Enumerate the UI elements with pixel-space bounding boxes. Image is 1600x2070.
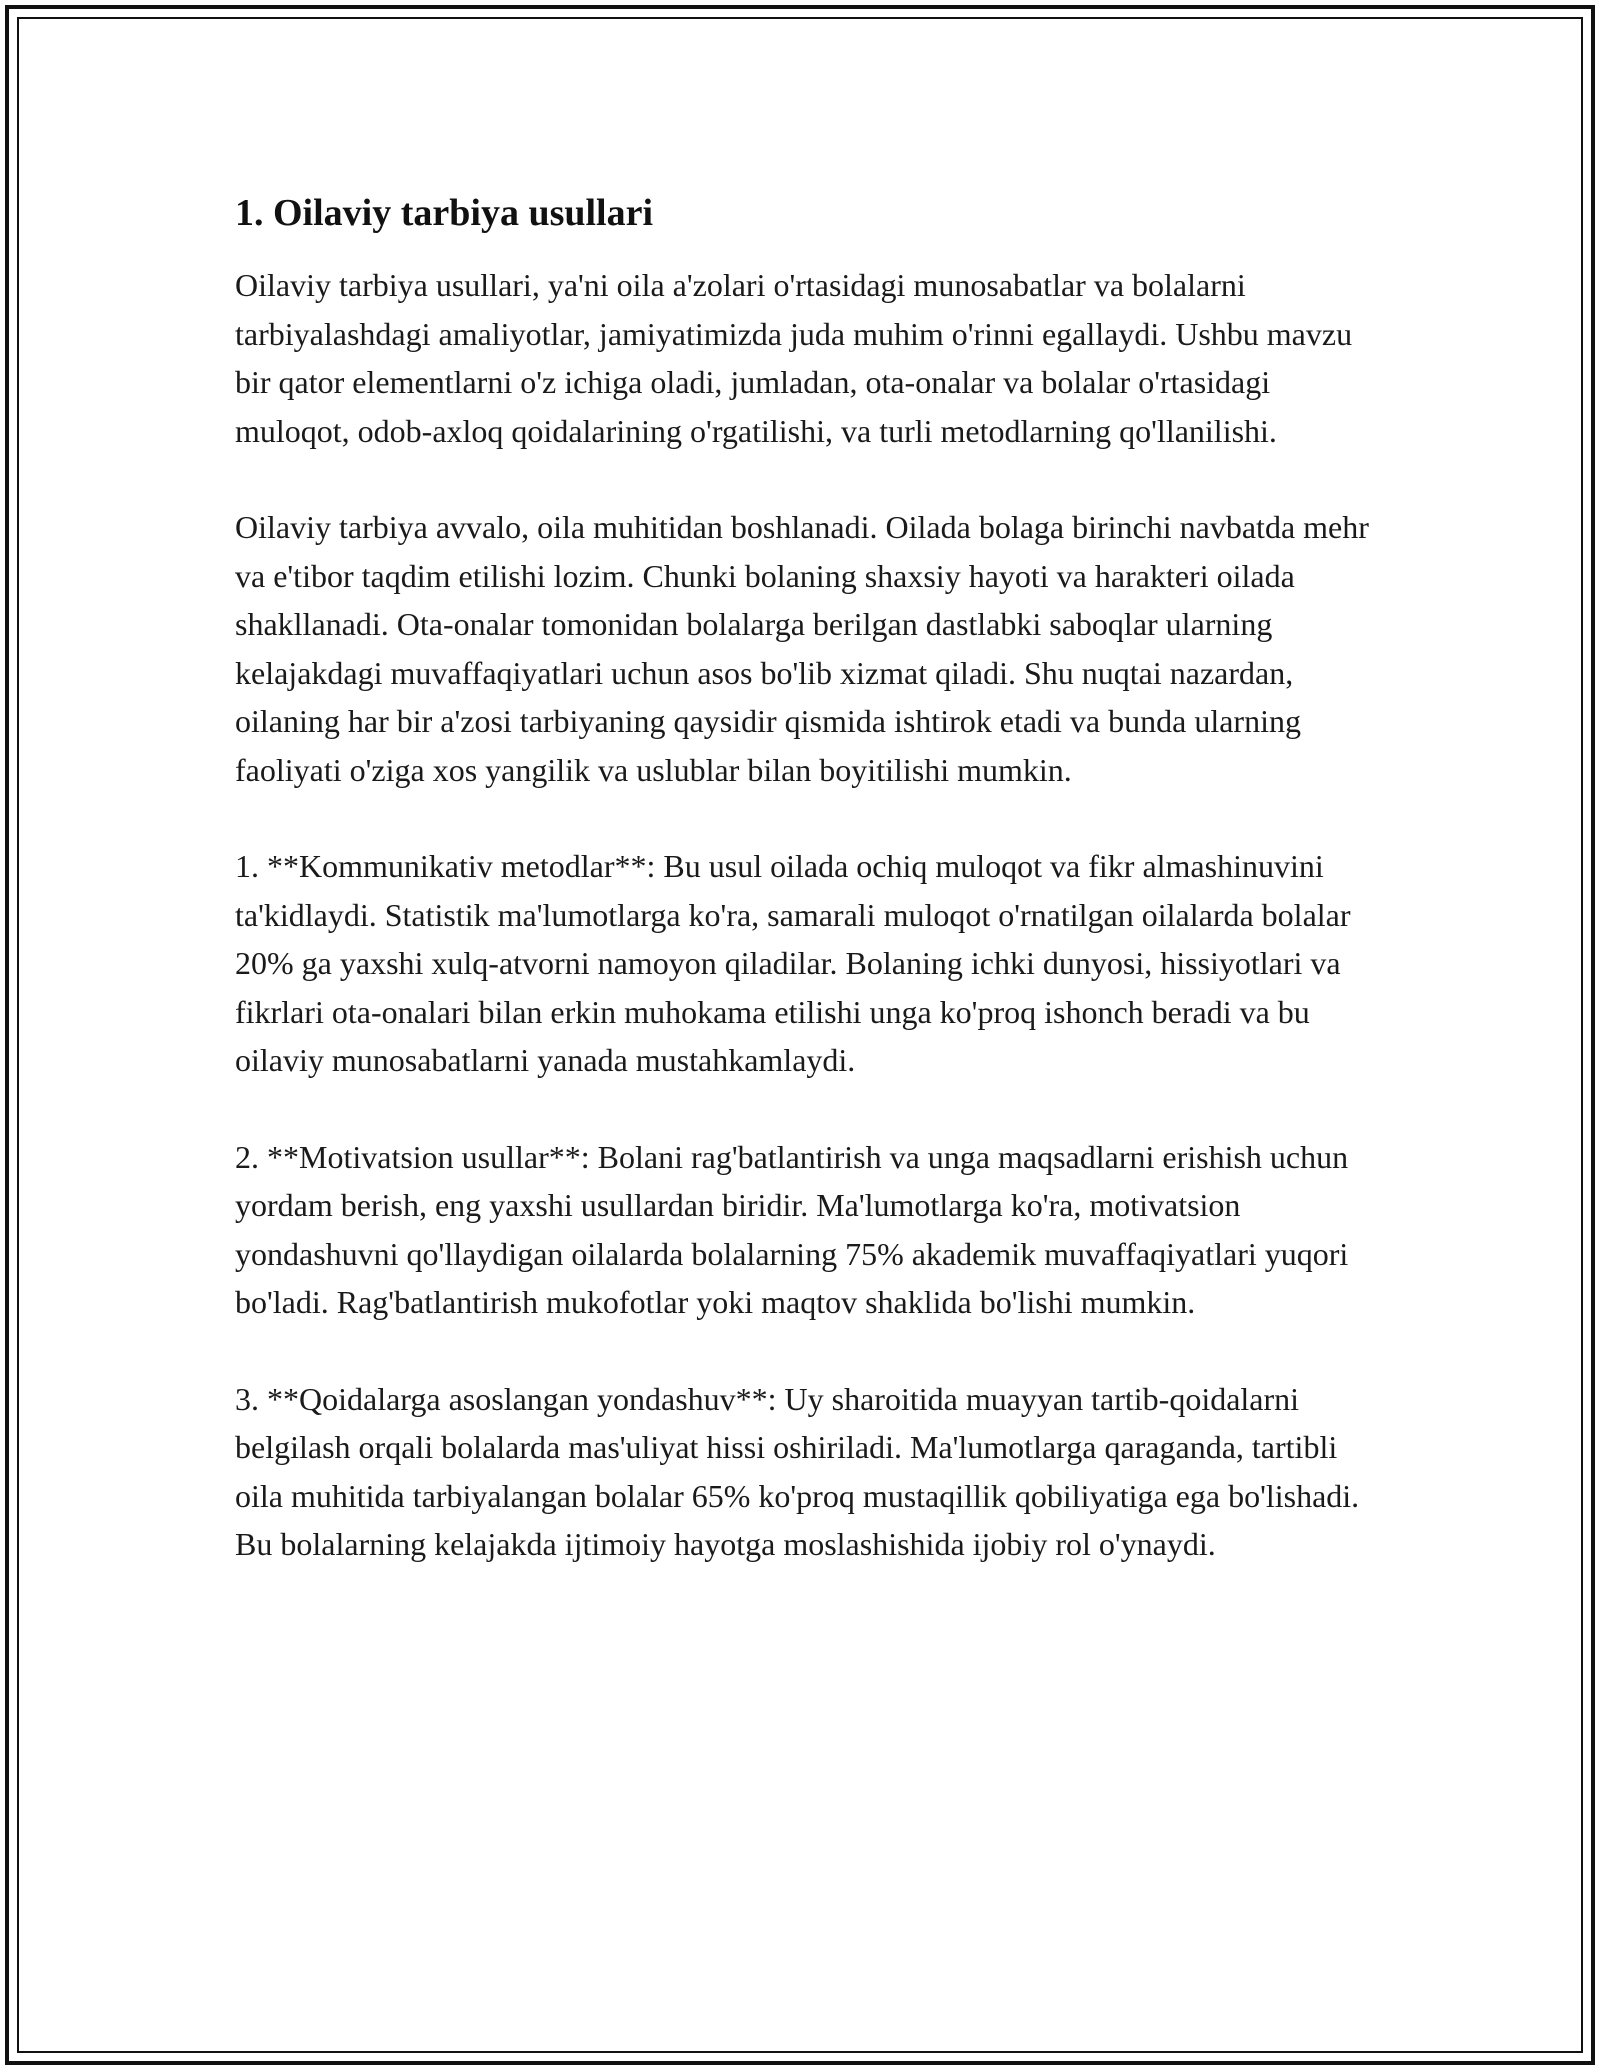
paragraph-communicative-methods: 1. **Kommunikativ metodlar**: Bu usul oilada ochiq muloqot va fikr almashinuvini ta'kidlaydi. Statistik ma'lumotlarga ko'ra, samarali muloqot o'rnatilgan oilalarda bolalar 20% ga yaxshi xulq-atvorni namoyon qiladilar. Bolaning ichki dunyosi, hissiyotlari va fikrlari ota-onalari bilan erkin muhokama etilishi unga ko'proq ishonch beradi va bu oilaviy munosabatlarni yanada mustahkamlaydi.: [235, 848, 1351, 1078]
paragraph-family-environment: Oilaviy tarbiya avvalo, oila muhitidan boshlanadi. Oilada bolaga birinchi navbatda mehr va e'tibor taqdim etilishi lozim. Chunki bolaning shaxsiy hayoti va harakteri oilada shakllanadi. Ota-onalar tomonidan bolalarga berilgan dastlabki saboqlar ularning kelajakdagi muvaffaqiyatlari uchun asos bo'lib xizmat qiladi. Shu nuqtai nazardan, oilaning har bir a'zosi tarbiyaning qaysidir qismida ishtirok etadi va bunda ularning faoliyati o'ziga xos yangilik va uslublar bilan boyitilishi mumkin.: [235, 509, 1369, 788]
section-heading: 1. Oilaviy tarbiya usullari: [235, 192, 654, 234]
document-body: [235, 185, 1375, 1617]
paragraph-intro: Oilaviy tarbiya usullari, ya'ni oila a'zolari o'rtasidagi munosabatlar va bolalarni tarbiyalashdagi amaliyotlar, jamiyatimizda juda muhim o'rinni egallaydi. Ushbu mavzu bir qator elementlarni o'z ichiga oladi, jumladan, ota-onalar va bolalar o'rtasidagi muloqot, odob-axloq qoidalarining o'rgatilishi, va turli metodlarning qo'llanilishi.: [235, 267, 1353, 449]
paragraph-motivational-methods: 2. **Motivatsion usullar**: Bolani rag'batlantirish va unga maqsadlarni erishish uchun yordam berish, eng yaxshi usullardan biridir. Ma'lumotlarga ko'ra, motivatsion yondashuvni qo'llaydigan oilalarda bolalarning 75% akademik muvaffaqiyatlari yuqori bo'ladi. Rag'batlantirish mukofotlar yoki maqtov shaklida bo'lishi mumkin.: [235, 1138, 1349, 1320]
paragraph-rule-based-approach: 3. **Qoidalarga asoslangan yondashuv**: Uy sharoitida muayyan tartib-qoidalarni belgilash orqali bolalarda mas'uliyat hissi oshiriladi. Ma'lumotlarga qaraganda, tartibli oila muhitida tarbiyalangan bolalar 65% ko'proq mustaqillik qobiliyatiga ega bo'lishadi. Bu bolalarning kelajakda ijtimoiy hayotga moslashishida ijobiy rol o'ynaydi.: [235, 1380, 1360, 1562]
